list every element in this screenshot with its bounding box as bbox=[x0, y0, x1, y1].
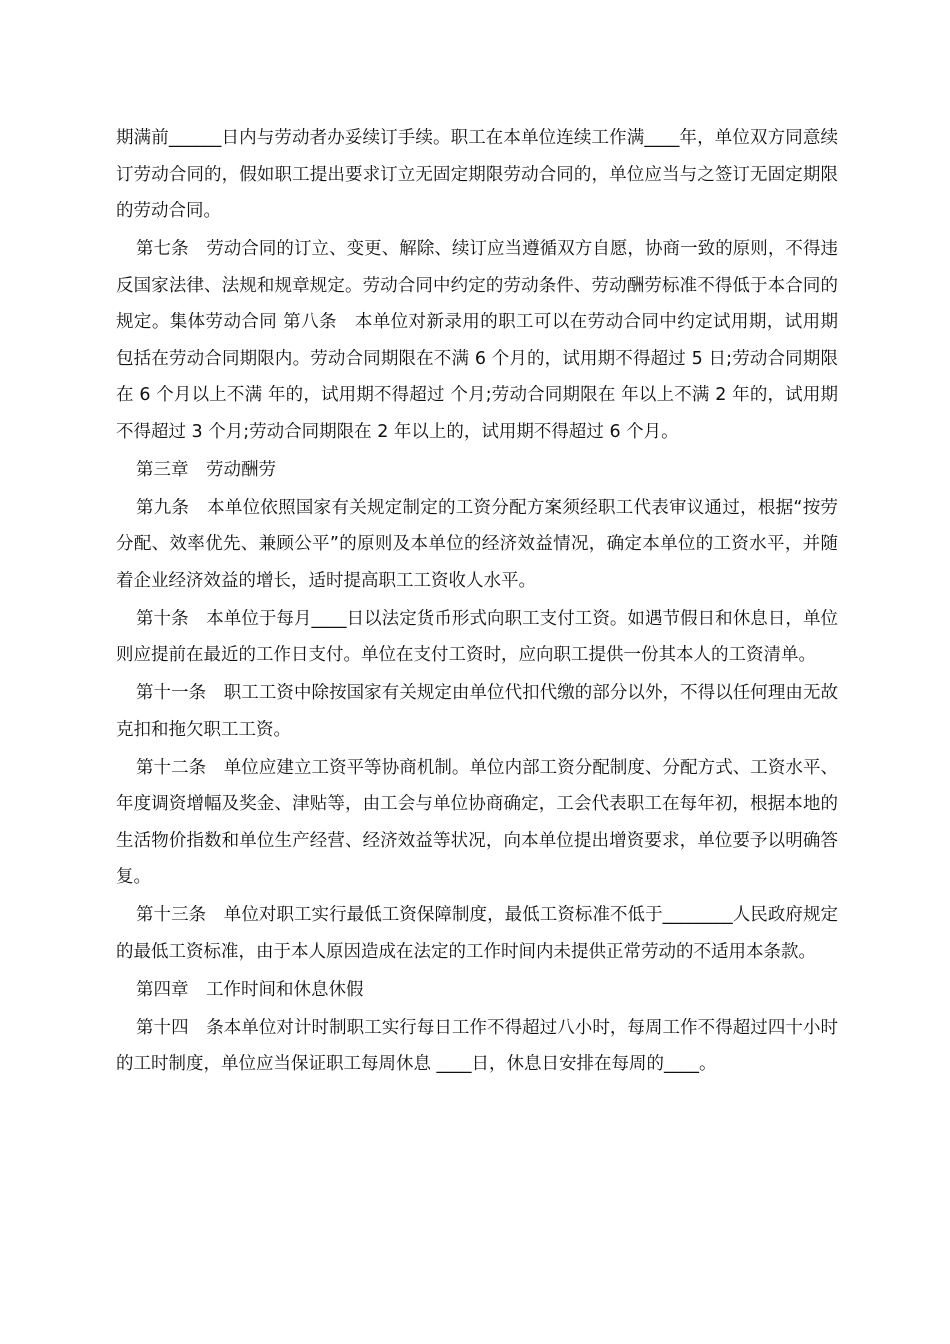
paragraph-article-9: 第九条 本单位依照国家有关规定制定的工资分配方案须经职工代表审议通过，根据“按劳分配、效率优先、兼顾公平”的原则及本单位的经济效益情况，确定本单位的工资水平，并随着企业经济效益的增长，适时提高职工工资收人水平。 bbox=[116, 497, 838, 591]
document-page bbox=[116, 120, 838, 1084]
paragraph-article-11: 第十一条 职工工资中除按国家有关规定由单位代扣代缴的部分以外，不得以任何理由无故克扣和拖欠职工工资。 bbox=[116, 683, 838, 740]
chapter-heading-3: 第三章 劳动酬劳 bbox=[136, 459, 276, 480]
paragraph-article-7-8: 第七条 劳动合同的订立、变更、解除、续订应当遵循双方自愿，协商一致的原则，不得违反国家法律、法规和规章规定。劳动合同中约定的劳动条件、劳动酬劳标准不得低于本合同的规定。集体劳动合同 第八条 本单位对新录用的职工可以在劳动合同中约定试用期，试用期包括在劳动合同期限内。劳动合同期限在不满 6 个月的，试用期不得超过 5 日;劳动合同期限在 6 个月以上不满 年的，试用期不得超过 个月;劳动合同期限在 年以上不满 2 年的，试用期不得超过 3 个月;劳动合同期限在 2 年以上的，试用期不得超过 6 个月。 bbox=[116, 239, 838, 442]
paragraph-article-10: 第十条 本单位于每月____日以法定货币形式向职工支付工资。如遇节假日和休息日，单位则应提前在最近的工作日支付。单位在支付工资时，应向职工提供一份其本人的工资清单。 bbox=[116, 608, 838, 665]
paragraph-contract-renewal: 期满前______日内与劳动者办妥续订手续。职工在本单位连续工作满____年，单位双方同意续订劳动合同的，假如职工提出要求订立无固定期限劳动合同的，单位应当与之签订无固定期限的劳动合同。 bbox=[116, 128, 838, 221]
paragraph-article-13: 第十三条 单位对职工实行最低工资保障制度，最低工资标准不低于________人民政府规定的最低工资标准，由于本人原因造成在法定的工作时间内未提供正常劳动的不适用本条款。 bbox=[116, 905, 838, 962]
paragraph-article-12: 第十二条 单位应建立工资平等协商机制。单位内部工资分配制度、分配方式、工资水平、年度调资增幅及奖金、津贴等，由工会与单位协商确定，工会代表职工在每年初，根据本地的生活物价指数和单位生产经营、经济效益等状况，向本单位提出增资要求，单位要予以明确答复。 bbox=[116, 757, 838, 887]
paragraph-article-14: 第十四 条本单位对计时制职工实行每日工作不得超过八小时，每周工作不得超过四十小时的工时制度，单位应当保证职工每周休息 ____日，休息日安排在每周的____。 bbox=[116, 1017, 838, 1074]
chapter-heading-4: 第四章 工作时间和休息休假 bbox=[136, 979, 364, 1000]
